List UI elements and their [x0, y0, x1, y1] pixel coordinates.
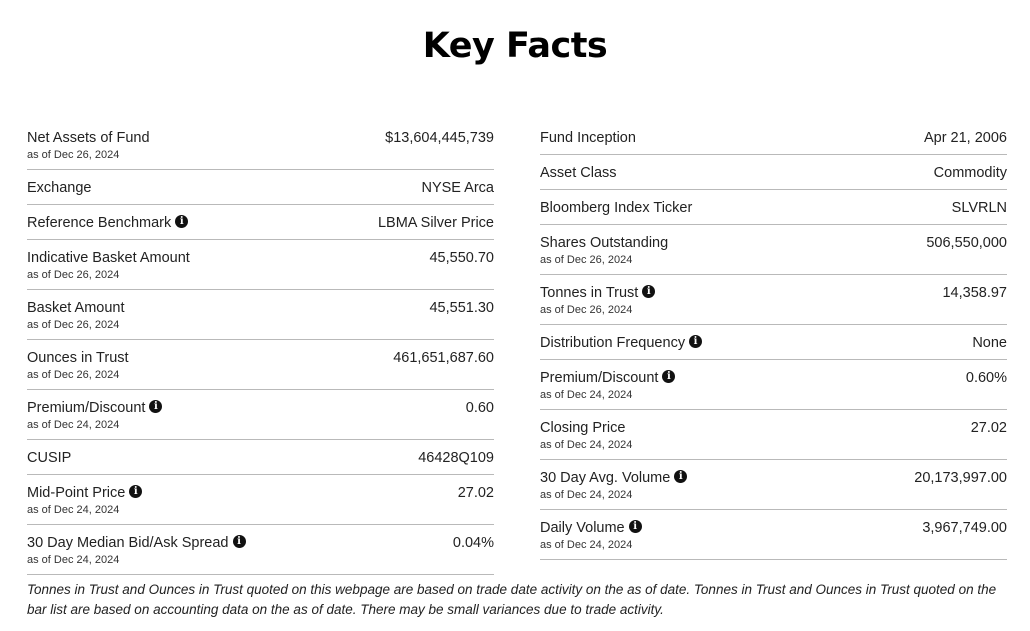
fact-value: 20,173,997.00: [914, 470, 1007, 486]
info-icon[interactable]: i: [674, 470, 687, 483]
fact-value: 461,651,687.60: [393, 350, 494, 366]
fact-as-of-date: as of Dec 26, 2024: [27, 369, 120, 381]
fact-as-of-date: as of Dec 26, 2024: [540, 254, 633, 266]
fact-row-asset-class: [540, 155, 1007, 190]
fact-value: LBMA Silver Price: [377, 215, 494, 231]
fact-label-text: Tonnes in Trust: [540, 285, 639, 301]
info-icon[interactable]: i: [629, 520, 642, 533]
fact-label: [27, 349, 129, 367]
fact-label: [540, 199, 692, 217]
fact-row-closing-price: [540, 410, 1007, 460]
fact-label: [27, 399, 162, 417]
fact-label: [27, 129, 150, 147]
fact-label-group: [27, 129, 150, 162]
fact-label-text: Shares Outstanding: [540, 235, 669, 251]
fact-label-text: Reference Benchmark: [27, 215, 172, 231]
fact-value: SLVRLN: [951, 200, 1007, 216]
fact-label: [27, 249, 190, 267]
fact-label-group: [27, 214, 188, 232]
fact-row-exchange: [27, 170, 494, 205]
fact-label-group: [540, 519, 642, 552]
key-facts-right-column: [540, 120, 1007, 560]
fact-row-daily-volume: [540, 510, 1007, 560]
fact-label-group: [540, 469, 687, 502]
fact-label-text: Premium/Discount: [27, 400, 146, 416]
fact-value: 3,967,749.00: [922, 520, 1007, 536]
fact-as-of-date: as of Dec 26, 2024: [27, 319, 120, 331]
fact-row-fund-inception: [540, 120, 1007, 155]
fact-label-text: Daily Volume: [540, 520, 625, 536]
fact-row-shares-outstanding: [540, 225, 1007, 275]
fact-label-group: [540, 419, 632, 452]
fact-label: [540, 519, 642, 537]
fact-row-bloomberg-index-ticker: [540, 190, 1007, 225]
fact-label-group: [540, 369, 675, 402]
fact-label-text: 30 Day Median Bid/Ask Spread: [27, 535, 229, 551]
fact-label: [27, 299, 125, 317]
fact-as-of-date: as of Dec 26, 2024: [540, 304, 633, 316]
fact-as-of-date: as of Dec 24, 2024: [27, 419, 120, 431]
fact-row-reference-benchmark: [27, 205, 494, 240]
fact-label-group: [540, 129, 636, 147]
fact-label: [540, 334, 702, 352]
fact-value: 27.02: [457, 485, 494, 501]
fact-label-group: [27, 299, 125, 332]
fact-as-of-date: as of Dec 24, 2024: [540, 439, 633, 451]
fact-label-group: [27, 449, 71, 467]
fact-as-of-date: as of Dec 24, 2024: [540, 389, 633, 401]
fact-row-basket-amount: [27, 290, 494, 340]
fact-as-of-date: as of Dec 26, 2024: [27, 149, 120, 161]
fact-row-distribution-frequency: [540, 325, 1007, 360]
fact-value: Commodity: [933, 165, 1007, 181]
fact-label-group: [540, 234, 668, 267]
fact-label-text: Distribution Frequency: [540, 335, 686, 351]
fact-label-group: [27, 484, 142, 517]
info-icon[interactable]: i: [642, 285, 655, 298]
fact-label-group: [540, 284, 655, 317]
fact-as-of-date: as of Dec 24, 2024: [27, 504, 120, 516]
fact-label-text: Asset Class: [540, 165, 617, 181]
fact-value: 27.02: [970, 420, 1007, 436]
fact-as-of-date: as of Dec 26, 2024: [27, 269, 120, 281]
info-icon[interactable]: i: [129, 485, 142, 498]
info-icon[interactable]: i: [149, 400, 162, 413]
fact-row-30-day-avg-volume: [540, 460, 1007, 510]
fact-label: [27, 214, 188, 232]
fact-label-text: Indicative Basket Amount: [27, 250, 190, 266]
fact-label: [540, 284, 655, 302]
fact-row-premium-discount: [540, 360, 1007, 410]
info-icon[interactable]: i: [689, 335, 702, 348]
fact-row-tonnes-in-trust: [540, 275, 1007, 325]
fact-row-indicative-basket-amount: [27, 240, 494, 290]
fact-label-group: [27, 349, 129, 382]
fact-value: 0.60: [465, 400, 494, 416]
fact-row-net-assets-of-fund: [27, 120, 494, 170]
fact-label-text: Mid-Point Price: [27, 485, 126, 501]
fact-as-of-date: as of Dec 24, 2024: [540, 539, 633, 551]
fact-value: 14,358.97: [942, 285, 1007, 301]
fact-as-of-date: as of Dec 24, 2024: [540, 489, 633, 501]
fact-label: [540, 129, 636, 147]
fact-row-mid-point-price: [27, 475, 494, 525]
fact-label-group: [27, 179, 92, 197]
fact-label-group: [540, 164, 617, 182]
fact-value: 46428Q109: [418, 450, 494, 466]
fact-label-text: Premium/Discount: [540, 370, 659, 386]
fact-label: [540, 369, 675, 387]
fact-label-group: [27, 249, 190, 282]
fact-as-of-date: as of Dec 24, 2024: [27, 554, 120, 566]
fact-label-text: Ounces in Trust: [27, 350, 129, 366]
fact-row-30-day-median-bid-ask-spread: [27, 525, 494, 575]
fact-label: [540, 164, 617, 182]
fact-label-text: CUSIP: [27, 450, 72, 466]
fact-row-premium-discount: [27, 390, 494, 440]
fact-label: [27, 449, 71, 467]
fact-value: NYSE Arca: [421, 180, 494, 196]
fact-value: 0.04%: [452, 535, 494, 551]
fact-label: [540, 469, 687, 487]
fact-label-group: [540, 334, 702, 352]
fact-label-text: Exchange: [27, 180, 92, 196]
fact-row-cusip: [27, 440, 494, 475]
fact-label: [27, 484, 142, 502]
fact-label-text: Basket Amount: [27, 300, 125, 316]
fact-value: 45,551.30: [429, 300, 494, 316]
fact-row-ounces-in-trust: [27, 340, 494, 390]
fact-label: [540, 234, 668, 252]
fact-value: None: [972, 335, 1007, 351]
info-icon[interactable]: i: [662, 370, 675, 383]
fact-value: 506,550,000: [926, 235, 1007, 251]
fact-value: 45,550.70: [429, 250, 494, 266]
fact-value: Apr 21, 2006: [923, 130, 1007, 146]
footnote: Tonnes in Trust and Ounces in Trust quoted on this webpage are based on trade date activity on the as of date. Tonnes in Trust and Ounces in Trust quoted on the bar list are based on accounting data on the as of date. There may be small variances due to trade activity.: [27, 582, 997, 617]
fact-label-text: Closing Price: [540, 420, 626, 436]
fact-label-text: Net Assets of Fund: [27, 130, 150, 146]
fact-value: $13,604,445,739: [385, 130, 494, 146]
page-title: Key Facts: [422, 26, 608, 66]
fact-label: [27, 179, 92, 197]
fact-label-text: 30 Day Avg. Volume: [540, 470, 671, 486]
fact-label-text: Bloomberg Index Ticker: [540, 200, 693, 216]
fact-label-text: Fund Inception: [540, 130, 636, 146]
info-icon[interactable]: i: [175, 215, 188, 228]
key-facts-left-column: [27, 120, 494, 575]
fact-label-group: [27, 399, 162, 432]
fact-label: [540, 419, 632, 437]
info-icon[interactable]: i: [233, 535, 246, 548]
fact-label: [27, 534, 246, 552]
fact-label-group: [540, 199, 692, 217]
fact-label-group: [27, 534, 246, 567]
fact-value: 0.60%: [965, 370, 1007, 386]
